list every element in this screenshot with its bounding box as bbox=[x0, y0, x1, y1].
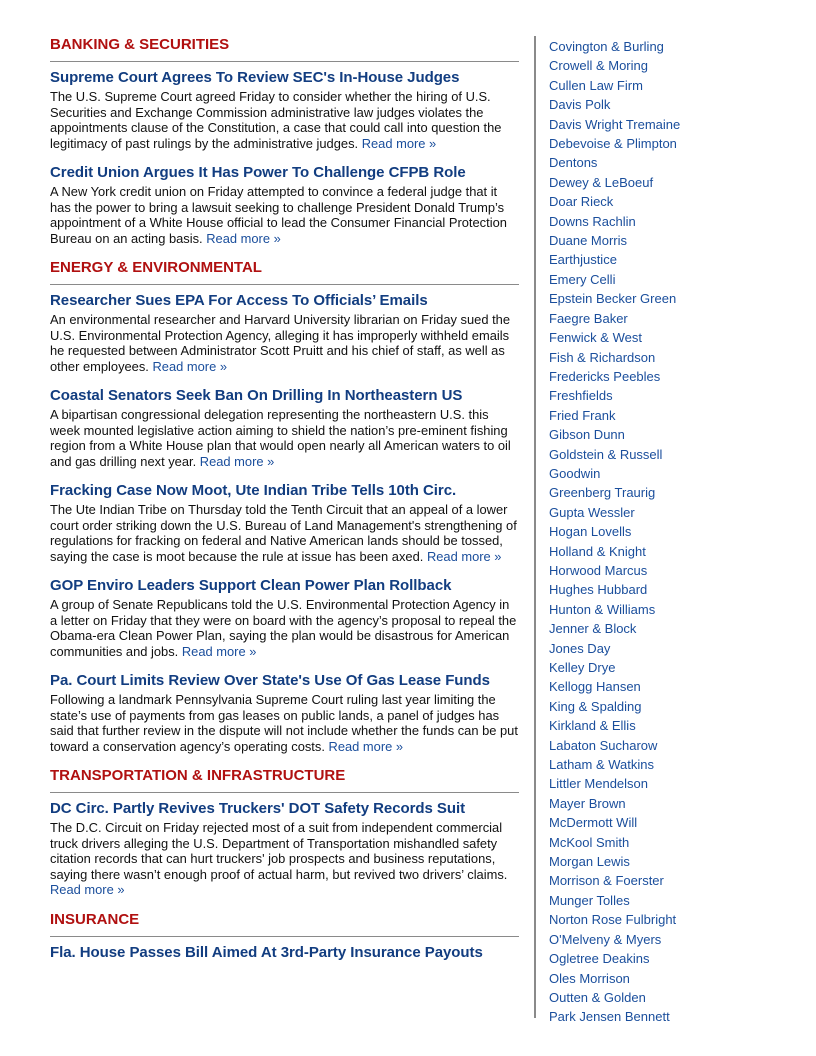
law-firm-link[interactable]: Epstein Becker Green bbox=[549, 291, 677, 307]
section-insurance bbox=[50, 911, 519, 962]
article-summary-text: A bipartisan congressional delegation representing the northeastern U.S. this week mounted legislative action aiming to shield the nation’s pre-eminent fishing region from a White House plan that would open nearly all American waters to oil and gas drilling next year. bbox=[50, 407, 511, 469]
law-firm-link[interactable]: Dentons bbox=[549, 155, 598, 171]
law-firm-link[interactable]: Crowell & Moring bbox=[549, 58, 648, 74]
law-firm-list bbox=[549, 37, 680, 1027]
article-title-link[interactable]: Researcher Sues EPA For Access To Officials’ Emails bbox=[50, 292, 428, 309]
law-firm-link[interactable]: Jenner & Block bbox=[549, 621, 637, 637]
law-firm-link[interactable]: Goldstein & Russell bbox=[549, 446, 663, 462]
law-firm-link[interactable]: Cullen Law Firm bbox=[549, 77, 643, 93]
article-title-link[interactable]: Fracking Case Now Moot, Ute Indian Tribe Tells 10th Circ. bbox=[50, 482, 457, 499]
law-firm-link[interactable]: Horwood Marcus bbox=[549, 562, 648, 578]
article-summary bbox=[50, 820, 519, 898]
law-firm-link[interactable]: Debevoise & Plimpton bbox=[549, 136, 677, 152]
section-header: INSURANCE bbox=[50, 911, 519, 937]
article bbox=[50, 800, 519, 898]
law-firm-link[interactable]: Covington & Burling bbox=[549, 39, 664, 54]
article bbox=[50, 577, 519, 659]
section-energy-environmental bbox=[50, 259, 519, 754]
law-firm-link[interactable]: Mayer Brown bbox=[549, 795, 626, 811]
article-title-link[interactable]: Credit Union Argues It Has Power To Challenge CFPB Role bbox=[50, 164, 466, 181]
article-summary bbox=[50, 692, 519, 754]
read-more-link[interactable]: Read more » bbox=[361, 135, 437, 151]
article bbox=[50, 164, 519, 246]
article bbox=[50, 672, 519, 754]
read-more-link[interactable]: Read more » bbox=[152, 358, 228, 374]
law-firm-link[interactable]: Davis Polk bbox=[549, 97, 611, 113]
column-divider bbox=[534, 36, 536, 1018]
law-firm-link[interactable]: Morgan Lewis bbox=[549, 854, 630, 870]
article-summary-text: An environmental researcher and Harvard University librarian on Friday sued the U.S. Environmental Protection Agency, alleging it has improperly withheld emails he requested between Administrator Scott Pruitt and his chief of staff, as well as other employees. bbox=[50, 312, 510, 374]
article-summary bbox=[50, 502, 519, 564]
law-firm-link[interactable]: Kellogg Hansen bbox=[549, 679, 641, 695]
law-firm-link[interactable]: Fenwick & West bbox=[549, 330, 642, 346]
read-more-link[interactable]: Read more » bbox=[328, 738, 404, 754]
article-summary-text: A New York credit union on Friday attempted to convince a federal judge that it has the power to bring a lawsuit seeking to challenge President Donald Trump’s appointment of a White House official to lead the Consumer Financial Protection Bureau on an acting basis. bbox=[50, 184, 507, 246]
article-summary bbox=[50, 597, 519, 659]
law-firm-link[interactable]: McDermott Will bbox=[549, 815, 638, 831]
law-firm-link[interactable]: Faegre Baker bbox=[549, 310, 628, 326]
article-summary-text: The D.C. Circuit on Friday rejected most of a suit from independent commercial truck drivers alleging the U.S. Department of Transportation mishandled safety citation records that can hurt truckers' job prospects and business reputations, saying there wasn’t enough proof of actual harm, but revived two drivers’ claims. bbox=[50, 820, 508, 882]
law-firm-link[interactable]: Hughes Hubbard bbox=[549, 582, 648, 598]
news-column bbox=[50, 36, 519, 975]
law-firm-link[interactable]: Duane Morris bbox=[549, 233, 628, 249]
law-firm-link[interactable]: Downs Rachlin bbox=[549, 213, 636, 229]
law-firm-link[interactable]: Kirkland & Ellis bbox=[549, 718, 636, 734]
article bbox=[50, 944, 519, 962]
law-firm-link[interactable]: Gupta Wessler bbox=[549, 504, 635, 520]
article-summary bbox=[50, 184, 519, 246]
law-firm-link[interactable]: Fried Frank bbox=[549, 407, 616, 423]
article-summary-text: A group of Senate Republicans told the U.S. Environmental Protection Agency in a letter on Friday that they were on board with the agency’s proposal to repeal the Obama-era Clean Power Plan, saying the plan would be disastrous for American communities and jobs. bbox=[50, 597, 517, 659]
law-firm-link[interactable]: Park Jensen Bennett bbox=[549, 1009, 670, 1025]
law-firm-link[interactable]: Outten & Golden bbox=[549, 989, 646, 1005]
law-firm-link[interactable]: Littler Mendelson bbox=[549, 776, 648, 792]
law-firm-link[interactable]: Oles Morrison bbox=[549, 970, 630, 986]
read-more-link[interactable]: Read more » bbox=[181, 643, 257, 659]
law-firm-link[interactable]: Goodwin bbox=[549, 465, 601, 481]
read-more-link[interactable]: Read more » bbox=[199, 453, 275, 469]
law-firm-link[interactable]: Labaton Sucharow bbox=[549, 737, 658, 753]
law-firm-link[interactable]: McKool Smith bbox=[549, 834, 630, 850]
law-firm-link[interactable]: Ogletree Deakins bbox=[549, 951, 650, 967]
article-summary-text: Following a landmark Pennsylvania Supreme Court ruling last year limiting the state’s use of payments from gas leases on public lands, a panel of judges has said that further review in the dispute will not include whether the funds can be put toward a conservation agency’s operating costs. bbox=[50, 692, 518, 754]
section-header: TRANSPORTATION & INFRASTRUCTURE bbox=[50, 767, 519, 793]
article bbox=[50, 387, 519, 469]
law-firm-link[interactable]: Munger Tolles bbox=[549, 892, 630, 908]
law-firm-link[interactable]: King & Spalding bbox=[549, 698, 642, 714]
article-title-link[interactable]: Coastal Senators Seek Ban On Drilling In Northeastern US bbox=[50, 387, 463, 404]
article bbox=[50, 482, 519, 564]
law-firm-link[interactable]: Morrison & Foerster bbox=[549, 873, 664, 889]
article-summary-text: The Ute Indian Tribe on Thursday told the Tenth Circuit that an appeal of a lower court order striking down the U.S. Bureau of Land Management's strengthening of regulations for fracking on federal and Native American lands should be tossed, saying the case is moot because the rule at issue has been axed. bbox=[50, 502, 517, 564]
article-title-link[interactable]: DC Circ. Partly Revives Truckers' DOT Safety Records Suit bbox=[50, 800, 466, 817]
law-firm-link[interactable]: Hogan Lovells bbox=[549, 524, 632, 540]
article bbox=[50, 69, 519, 151]
article-title-link[interactable]: GOP Enviro Leaders Support Clean Power Plan Rollback bbox=[50, 577, 452, 594]
law-firm-link[interactable]: Fredericks Peebles bbox=[549, 368, 661, 384]
law-firm-link[interactable]: Doar Rieck bbox=[549, 194, 614, 210]
article-summary bbox=[50, 407, 519, 469]
section-header: ENERGY & ENVIRONMENTAL bbox=[50, 259, 519, 285]
read-more-link[interactable]: Read more » bbox=[206, 230, 281, 246]
read-more-link[interactable]: Read more » bbox=[50, 882, 125, 897]
law-firm-link[interactable]: Holland & Knight bbox=[549, 543, 646, 559]
section-header: BANKING & SECURITIES bbox=[50, 36, 519, 62]
article-summary bbox=[50, 312, 519, 374]
law-firm-link[interactable]: Earthjustice bbox=[549, 252, 617, 268]
article-title-link[interactable]: Supreme Court Agrees To Review SEC's In-House Judges bbox=[50, 69, 460, 86]
law-firm-link[interactable]: Fish & Richardson bbox=[549, 349, 656, 365]
article-title-link[interactable]: Fla. House Passes Bill Aimed At 3rd-Party Insurance Payouts bbox=[50, 943, 483, 961]
law-firm-link[interactable]: Latham & Watkins bbox=[549, 757, 655, 773]
law-firm-link[interactable]: Emery Celli bbox=[549, 271, 616, 287]
law-firm-link[interactable]: Gibson Dunn bbox=[549, 427, 625, 443]
law-firm-link[interactable]: Jones Day bbox=[549, 640, 611, 656]
article bbox=[50, 292, 519, 374]
section-banking-securities bbox=[50, 36, 519, 246]
law-firm-link[interactable]: Davis Wright Tremaine bbox=[549, 116, 681, 132]
article-summary bbox=[50, 89, 519, 151]
law-firm-link[interactable]: O'Melveny & Myers bbox=[549, 931, 662, 947]
law-firm-link[interactable]: Kelley Drye bbox=[549, 660, 616, 675]
article-title-link[interactable]: Pa. Court Limits Review Over State's Use Of Gas Lease Funds bbox=[50, 672, 490, 689]
law-firm-link[interactable]: Hunton & Williams bbox=[549, 601, 656, 617]
law-firm-link[interactable]: Norton Rose Fulbright bbox=[549, 912, 677, 928]
read-more-link[interactable]: Read more » bbox=[426, 548, 502, 564]
section-transportation-infrastructure bbox=[50, 767, 519, 898]
article-summary-text: The U.S. Supreme Court agreed Friday to consider whether the hiring of U.S. Securities and Exchange Commission administrative law judges violates the appointments clause of the Constitution, a case that could call into question the legitimacy of past rulings by the administrative judges. bbox=[50, 89, 502, 151]
law-firm-link[interactable]: Greenberg Traurig bbox=[549, 485, 656, 501]
law-firm-link[interactable]: Freshfields bbox=[549, 388, 613, 404]
law-firm-link[interactable]: Dewey & LeBoeuf bbox=[549, 174, 654, 190]
